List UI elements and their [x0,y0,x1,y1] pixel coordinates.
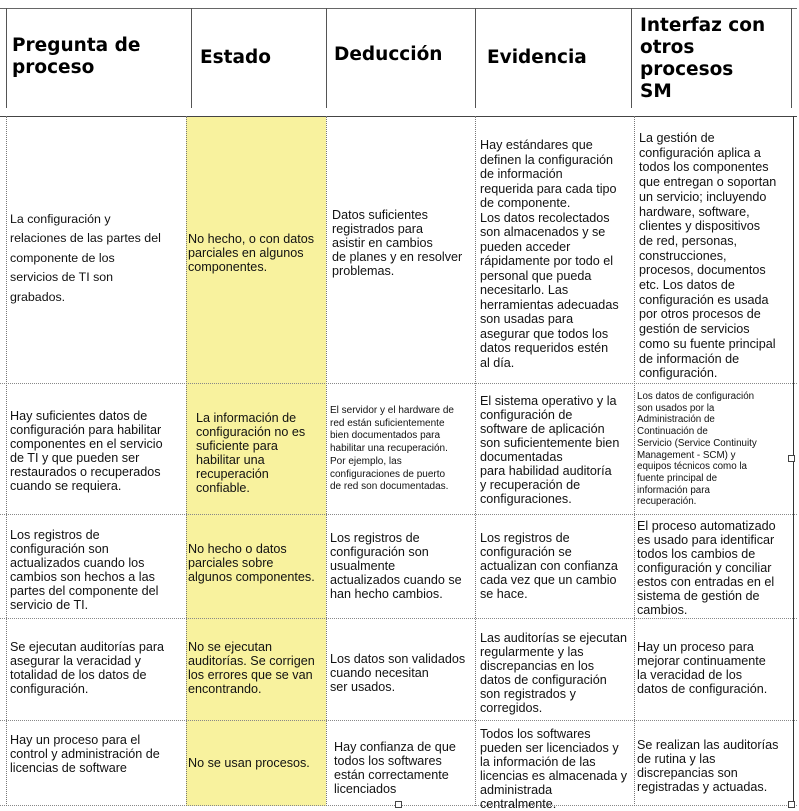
body-col-divider [475,116,476,806]
row4-deduccion: Los datos son validados cuando necesitan ser usados. [330,652,466,694]
row2-pregunta: Hay suficientes datos de configuración para habilitar componentes en el servicio de TI y que pueden ser restaurados o recuperados cuando se requiera. [10,409,163,493]
header-pregunta: Pregunta de proceso [12,35,141,78]
body-col-divider [6,116,7,806]
table-top-border [0,8,797,9]
header-deduccion: Deducción [334,44,443,65]
body-col-divider [326,116,327,806]
row-divider [0,383,797,384]
row3-evidencia: Los registros de configuración se actualizan con confianza cada vez que un cambio se hace. [480,531,618,601]
row1-interfaz: La gestión de configuración aplica a todos los componentes que entregan o soportan un servicio; incluyendo hardware, software, clientes y dispositivos de red, personas, construcciones, procesos, documentos etc. Los datos de configuración es usada por otros procesos de gestión de servicios como su fuente principal de información de configuración. [639,131,777,381]
row5-estado: No se usan procesos. [188,756,310,770]
row-divider [0,514,797,515]
header-col-divider [791,8,792,108]
row4-interfaz: Hay un proceso para mejorar continuamente la veracidad de los datos de configuración. [637,640,768,696]
row2-interfaz: Los datos de configuración son usados por la Administración de Continuación de Servicio (Service Continuity Management - SCM) y equipos técnicos como la fuente principal de información para recuperación. [637,391,757,508]
body-col-divider [634,116,635,806]
row5-interfaz: Se realizan las auditorías de rutina y las discrepancias son registradas y actuadas. [637,738,779,794]
row1-pregunta: La configuración y relaciones de las partes del componente de los servicios de TI son grabados. [10,212,161,304]
resize-handle[interactable] [788,801,795,808]
row-divider [0,618,797,619]
header-evidencia: Evidencia [487,47,587,68]
row2-estado: La información de configuración no es suficiente para habilitar una recuperación confiable. [196,411,306,495]
row1-estado: No hecho, o con datos parciales en algunos componentes. [188,232,315,274]
header-col-divider [631,8,632,108]
row3-interfaz: El proceso automatizado es usado para identificar todos los cambios de configuración y conciliar estos con entradas en el sistema de gestión de cambios. [637,519,776,617]
row5-deduccion: Hay confianza de que todos los softwares están correctamente licenciados [334,740,456,796]
row1-deduccion: Datos suficientes registrados para asistir en cambios de planes y en resolver problemas. [332,208,463,278]
row2-evidencia: El sistema operativo y la configuración de software de aplicación son suficientemente bien documentadas para habilidad auditoría y recuperación de configuraciones. [480,394,620,506]
row3-pregunta: Los registros de configuración son actualizados cuando los cambios son hechos a las partes del componente del servicio de TI. [10,528,159,612]
header-bottom-border [0,116,797,117]
header-col-divider [191,8,192,108]
row4-evidencia: Las auditorías se ejecutan regularmente y las discrepancias en los datos de configuración son registrados y corregidos. [480,631,628,715]
row5-pregunta: Hay un proceso para el control y administración de licencias de software [10,733,160,775]
row1-evidencia: Hay estándares que definen la configuración de información requerida para cada tipo de componente. Los datos recolectados son almacenados y se pueden acceder rápidamente por todo el personal que pueda necesitarlo. Las herramientas adecuadas son usadas para asegurar que todos los datos requeridos estén al día. [480,138,619,370]
header-col-divider [6,8,7,108]
row2-deduccion: El servidor y el hardware de red están suficientemente bien documentados para habilitar una recuperación. Por ejemplo, las configuraciones de puerto de red son documentadas. [330,405,454,493]
header-estado: Estado [200,47,271,68]
row3-estado: No hecho o datos parciales sobre algunos componentes. [188,542,315,584]
row4-pregunta: Se ejecutan auditorías para asegurar la veracidad y totalidad de los datos de configuración. [10,640,165,696]
header-interfaz: Interfaz con otros procesos SM [640,15,766,102]
row4-estado: No se ejecutan auditorías. Se corrigen los errores que se van encontrando. [188,640,315,696]
resize-handle[interactable] [395,801,402,808]
row3-deduccion: Los registros de configuración son usualmente actualizados cuando se han hecho cambios. [330,531,462,601]
header-col-divider [326,8,327,108]
header-col-divider [475,8,476,108]
row5-evidencia: Todos los softwares pueden ser licenciados y la información de las licencias es almacenada y administrada centralmente. [480,727,628,811]
row-divider [0,720,797,721]
body-col-divider [186,116,187,806]
